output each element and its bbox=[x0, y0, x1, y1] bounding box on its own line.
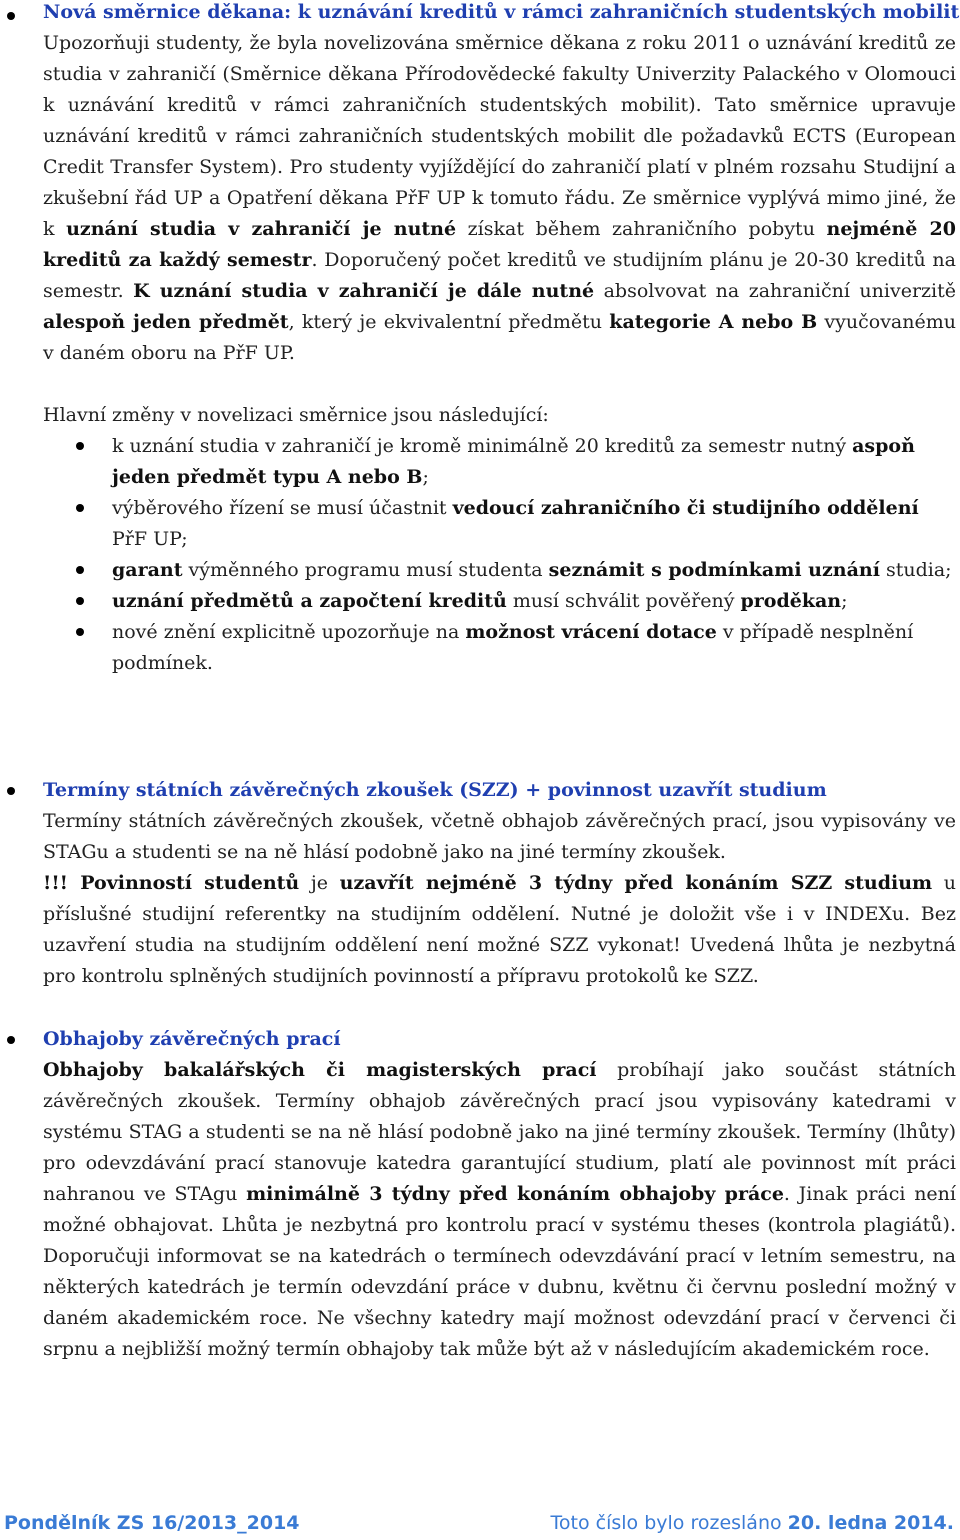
text-run: k uznání studia v zahraničí je kromě minimálně 20 kreditů za semestr nutný bbox=[112, 435, 853, 457]
section-bullet bbox=[7, 787, 15, 795]
footer-sent bbox=[551, 1512, 954, 1534]
paragraph bbox=[43, 1055, 956, 1365]
footer-issue: Pondělník ZS 16/2013_2014 bbox=[4, 1512, 300, 1534]
paragraph-intro: Hlavní změny v novelizaci směrnice jsou následující: bbox=[43, 404, 549, 426]
section-heading: Nová směrnice děkana: k uznávání kreditů v rámci zahraničních studentských mobilit bbox=[43, 1, 960, 23]
text-run: získat během zahraničního pobytu bbox=[456, 218, 827, 240]
text-run: u příslušné studijní referentky na studijním oddělení. Nutné je doložit vše i v INDEXu. Bez uzavření studia na studijním oddělení není možné SZZ vykonat! Uvedená lhůta je nezbytná pro kontrolu splněných studijních povinností a přípravu protokolů ke SZZ. bbox=[43, 872, 957, 987]
bold-run: uznání studia v zahraničí je nutné bbox=[66, 218, 457, 240]
section-body bbox=[43, 28, 956, 679]
paragraph bbox=[43, 28, 956, 369]
list-item bbox=[0, 586, 956, 617]
list-item bbox=[0, 431, 956, 493]
text-run: absolvovat na zahraniční univerzitě bbox=[594, 280, 957, 302]
page-footer bbox=[0, 1512, 960, 1540]
bold-run: K uznání studia v zahraničí je dále nutné bbox=[133, 280, 595, 302]
text-run: musí schválit pověřený bbox=[506, 590, 741, 612]
bold-run: !!! Povinností studentů bbox=[43, 872, 300, 894]
bold-run: uznání předmětů a započtení kreditů bbox=[112, 590, 507, 612]
list-item bbox=[0, 493, 956, 555]
section-heading: Termíny státních závěrečných zkoušek (SZZ) + povinnost uzavřít studium bbox=[43, 779, 827, 801]
text-run: , který je ekvivalentní předmětu bbox=[288, 311, 610, 333]
text-run: . Jinak práci není možné obhajovat. Lhůta je nezbytná pro kontrolu prací v systému theses (kontrola plagiátů). Doporučuji informovat se na katedrách o termínech odevzdávání prací v letním semestru, na některých katedrách je termín odevzdání práce v dubnu, květnu či červnu poslední možný v daném akademickém roce. Ne všechny katedry mají možnost odevzdání prací v červenci či srpnu a nejbližší možný termín obhajoby tak může být až v následujícím akademickém roce. bbox=[43, 1183, 956, 1360]
text-run: Termíny státních závěrečných zkoušek, včetně obhajob závěrečných prací, jsou vypisovány ve STAGu a studenti se na ně hlásí podobně jako na jiné termíny zkoušek. bbox=[43, 810, 956, 863]
list-item bbox=[0, 617, 956, 679]
text-run: výběrového řízení se musí účastnit bbox=[112, 497, 453, 519]
text-run: PřF UP; bbox=[112, 528, 188, 550]
bold-run: možnost vrácení dotace bbox=[465, 621, 717, 643]
paragraph bbox=[43, 868, 956, 992]
bold-run: nejméně 20 kreditů za každý semestr bbox=[43, 218, 956, 271]
bold-run: proděkan bbox=[740, 590, 842, 612]
text-run: . Doporučený počet kreditů ve studijním plánu je 20-30 kreditů na semestr. bbox=[43, 249, 956, 302]
bold-run: uzavřít nejméně 3 týdny před konáním SZZ studium bbox=[339, 872, 933, 894]
section-body bbox=[43, 1055, 956, 1365]
text-run: výměnného programu musí studenta bbox=[182, 559, 549, 581]
paragraph bbox=[43, 806, 956, 868]
bold-run: vedoucí zahraničního či studijního oddělení bbox=[452, 497, 919, 519]
text-run: nové znění explicitně upozorňuje na bbox=[112, 621, 466, 643]
text-run: studia; bbox=[879, 559, 952, 581]
text-run: probíhají jako součást státních závěrečných zkoušek. Termíny obhajob závěrečných prací jsou vypisovány katedrami v systému STAG a studenti se na ně hlásí podobně jako na jiné termíny zkoušek. Termíny (lhůty) pro odevzdávání prací stanovuje katedra garantující studium, platí ale povinnost mít práci nahranou ve STAgu bbox=[43, 1059, 956, 1205]
text-run: vyučovanému v daném oboru na PřF UP. bbox=[43, 311, 956, 364]
text-run: ; bbox=[841, 590, 848, 612]
text-run: Upozorňuji studenty, že byla novelizována směrnice děkana z roku 2011 o uznávání kreditů ze studia v zahraničí (Směrnice děkana Přírodovědecké fakulty Univerzity Palackého v Olomouci k uznávání kreditů v rámci zahraničních studentských mobilit). Tato směrnice upravuje uznávání kreditů v rámci zahraničních studentských mobilit dle požadavků ECTS (European Credit Transfer System). Pro studenty vyjíždějící do zahraničí platí v plném rozsahu Studijní a zkušební řád UP a Opatření děkana PřF UP k tomuto řádu. Ze směrnice vyplývá mimo jiné, že k bbox=[43, 32, 956, 240]
bold-run: aspoň jeden předmět typu A nebo B bbox=[112, 435, 915, 488]
text-run: v případě nesplnění podmínek. bbox=[112, 621, 914, 674]
bold-run: alespoň jeden předmět bbox=[43, 311, 289, 333]
section-body bbox=[43, 806, 956, 992]
changes-list bbox=[0, 431, 956, 679]
bold-run: seznámit s podmínkami uznání bbox=[548, 559, 880, 581]
section-bullet bbox=[7, 12, 15, 20]
section-heading: Obhajoby závěrečných prací bbox=[43, 1028, 341, 1050]
list-item bbox=[0, 555, 956, 586]
bold-run: garant bbox=[112, 559, 183, 581]
section-bullet bbox=[7, 1036, 15, 1044]
text-run: je bbox=[299, 872, 340, 894]
bold-run: minimálně 3 týdny před konáním obhajoby práce bbox=[246, 1183, 784, 1205]
footer-sent-text: Toto číslo bylo rozesláno bbox=[550, 1512, 788, 1534]
bold-run: Obhajoby bakalářských či magisterských prací bbox=[43, 1059, 597, 1081]
bold-run: kategorie A nebo B bbox=[609, 311, 818, 333]
text-run: ; bbox=[422, 466, 429, 488]
footer-sent-date: 20. ledna 2014. bbox=[787, 1512, 954, 1534]
